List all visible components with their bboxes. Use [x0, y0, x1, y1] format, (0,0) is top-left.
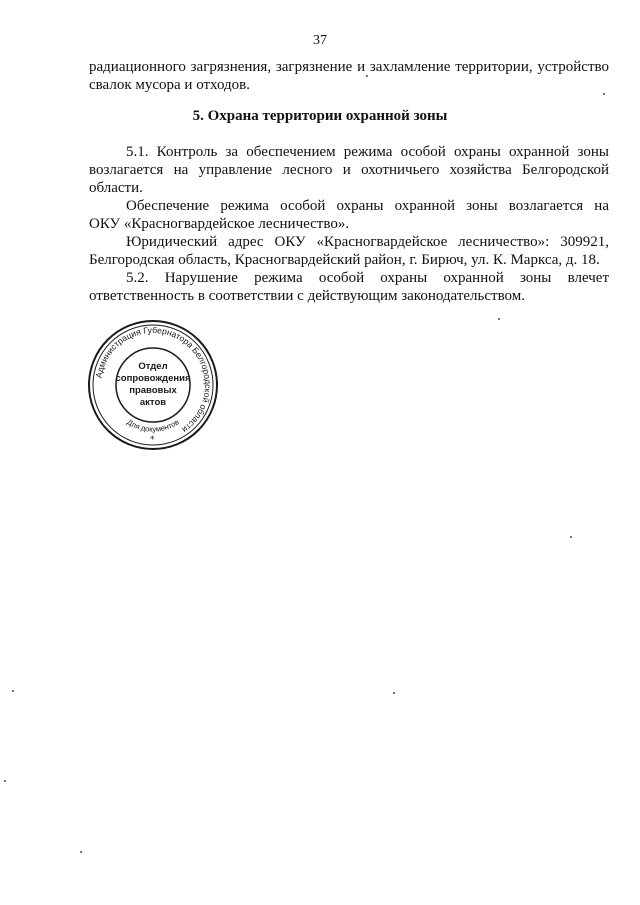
paragraph-line: Юридический адрес ОКУ «Красногвардейское лесничество»: 309921, — [126, 234, 609, 250]
scan-speck — [80, 851, 82, 853]
intro-line: радиационного загрязнения, загрязнение и захламление территории, устройство — [89, 59, 609, 75]
paragraph-line: возлагается на управление лесного и охотничьего хозяйства Белгородской — [89, 162, 609, 178]
paragraph-line: ОКУ «Красногвардейское лесничество». — [89, 216, 350, 232]
stamp-inner-text: Для документов — [125, 417, 181, 434]
stamp-line: актов — [139, 397, 167, 408]
paragraph-line: Белгородская область, Красногвардейский район, г. Бирюч, ул. К. Маркса, д. 18. — [89, 252, 600, 268]
section-title: 5. Охрана территории охранной зоны — [192, 108, 448, 124]
paragraph-line: области. — [89, 180, 143, 196]
scan-speck — [12, 690, 14, 692]
stamp-line: правовых — [129, 385, 177, 396]
scan-speck — [498, 318, 500, 320]
scan-speck — [603, 93, 605, 95]
stamp-line: Отдел — [138, 361, 168, 372]
paragraph-line: ответственность в соответствии с действующим законодательством. — [89, 288, 526, 304]
stamp-outer-text: Администрация Губернатора Белгородской области — [93, 324, 214, 436]
page-number: 37 — [313, 33, 327, 48]
paragraph-line: 5.1. Контроль за обеспечением режима особой охраны охранной зоны — [126, 144, 609, 160]
intro-line: свалок мусора и отходов. — [89, 77, 251, 93]
stamp-star-icon: * — [150, 435, 155, 445]
scan-speck — [4, 780, 6, 782]
scan-speck — [366, 75, 368, 77]
stamp-line: сопровождения — [115, 373, 191, 384]
paragraph-line: 5.2. Нарушение режима особой охраны охранной зоны влечет — [126, 270, 609, 286]
scan-speck — [570, 536, 572, 538]
scan-speck — [393, 692, 395, 694]
stamp-center — [116, 348, 190, 422]
paragraph-line: Обеспечение режима особой охраны охранной зоны возлагается на — [126, 198, 609, 214]
official-stamp — [86, 318, 220, 452]
